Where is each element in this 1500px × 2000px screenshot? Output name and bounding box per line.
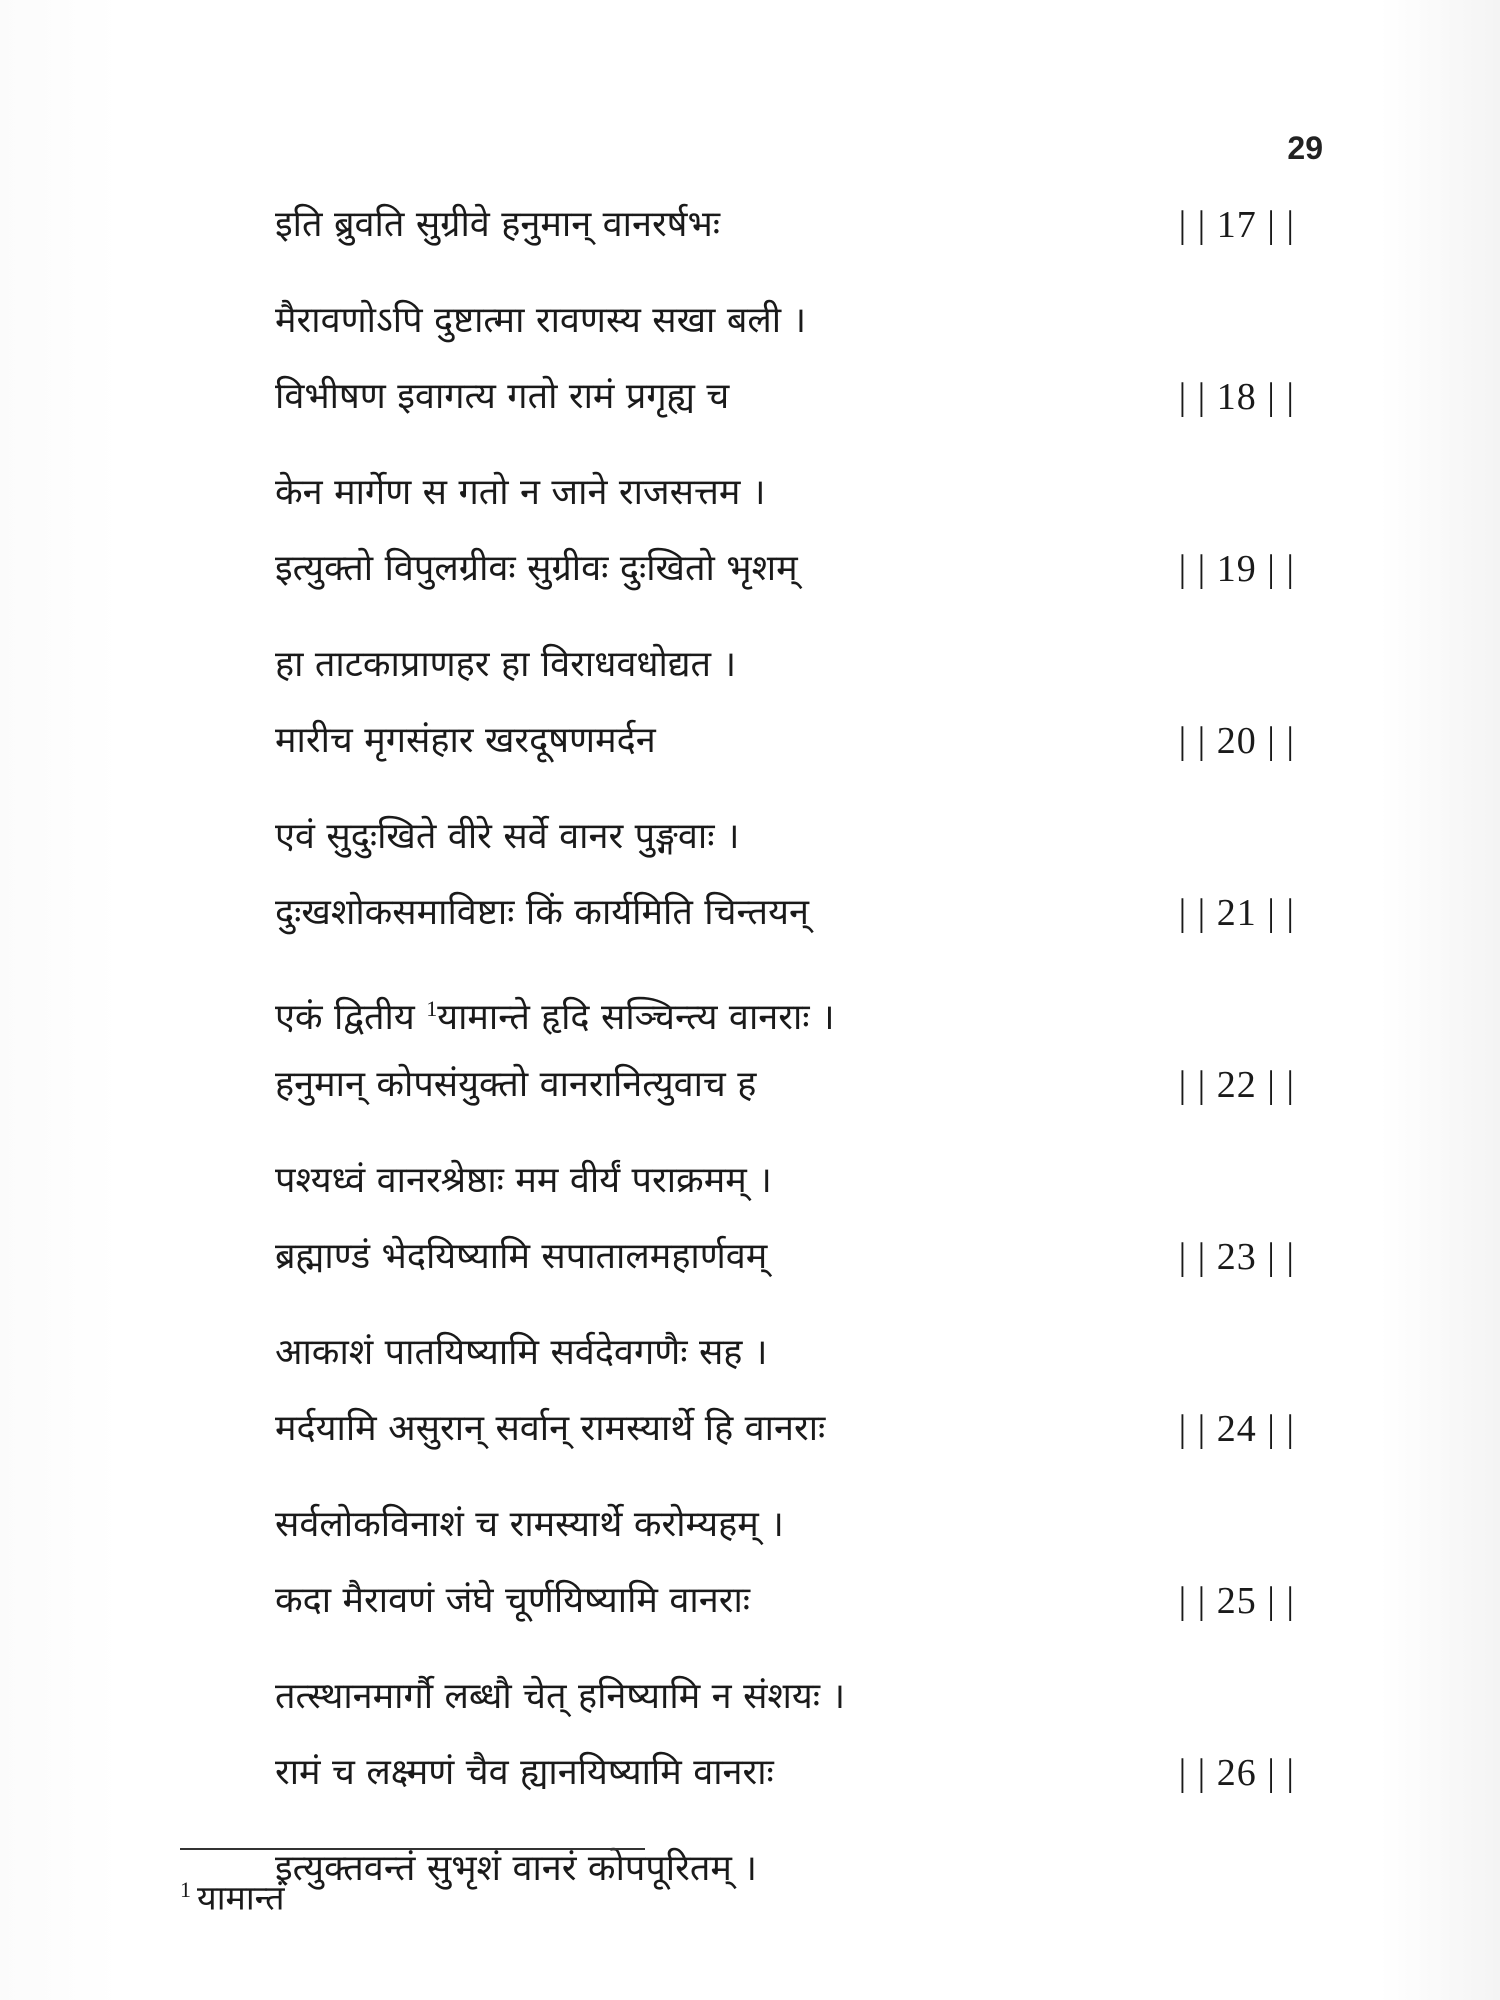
verse-line — [275, 468, 1295, 518]
verse-text: कदा मैरावणं जंघे चूर्णयिष्यामि वानराः — [275, 1580, 751, 1621]
verse-stanza — [275, 812, 1295, 938]
verse-text: इत्युक्तो विपुलग्रीवः सुग्रीवः दुःखितो भृशम् — [275, 548, 798, 589]
verse-number: | | 20 | | — [1178, 720, 1295, 762]
footnote-marker: 1 — [180, 1877, 191, 1902]
footnote-text: यामान्तं — [197, 1878, 285, 1919]
footnote-ref: 1 — [426, 996, 438, 1021]
verse-line — [275, 200, 1295, 250]
verse-text: एवं सुदुःखिते वीरे सर्वे वानर पुङ्गवाः । — [275, 816, 740, 857]
verse-number: | | 19 | | — [1178, 548, 1295, 590]
page-number: 29 — [1287, 130, 1323, 166]
verse-line — [275, 812, 1295, 862]
verse-text-continued: यामान्ते हृदि सञ्चिन्त्य वानराः । — [437, 997, 835, 1038]
verse-text: आकाशं पातयिष्यामि सर्वदेवगणैः सह । — [275, 1332, 768, 1373]
verse-line — [275, 1576, 1295, 1626]
verse-stanza — [275, 984, 1295, 1110]
verse-text: इत्युक्तवन्तं सुभृशं वानरं कोपपूरितम् । — [275, 1848, 757, 1889]
verse-line — [275, 1748, 1295, 1798]
verse-stanza — [275, 1156, 1295, 1282]
verse-text: इति ब्रुवति सुग्रीवे हनुमान् वानरर्षभः — [275, 204, 721, 245]
verse-text: हनुमान् कोपसंयुक्तो वानरानित्युवाच ह — [275, 1064, 757, 1105]
verse-stanza — [275, 640, 1295, 766]
verse-line — [275, 716, 1295, 766]
verse-text: मैरावणोऽपि दुष्टात्मा रावणस्य सखा बली । — [275, 300, 807, 341]
verse-line — [275, 1672, 1295, 1722]
verse-text: केन मार्गेण स गतो न जाने राजसत्तम । — [275, 472, 766, 513]
verse-text: हा ताटकाप्राणहर हा विराधवधोद्यत । — [275, 644, 737, 685]
verse-line — [275, 888, 1295, 938]
verse-stanza — [275, 1328, 1295, 1454]
verse-line — [275, 1844, 1295, 1894]
verse-block — [275, 200, 1295, 1940]
footnote-rule — [180, 1848, 645, 1850]
verse-text: विभीषण इवागत्य गतो रामं प्रगृह्य च — [275, 376, 730, 417]
verse-text: रामं च लक्ष्मणं चैव ह्यानयिष्यामि वानराः — [275, 1752, 774, 1793]
verse-number: | | 26 | | — [1178, 1752, 1295, 1794]
verse-number: | | 22 | | — [1178, 1064, 1295, 1106]
verse-stanza — [275, 468, 1295, 594]
verse-line — [275, 984, 1295, 1038]
verse-text: ब्रह्माण्डं भेदयिष्यामि सपातालमहार्णवम् — [275, 1236, 768, 1277]
verse-number: | | 23 | | — [1178, 1236, 1295, 1278]
verse-line — [275, 372, 1295, 422]
verse-line — [275, 1500, 1295, 1550]
verse-number: | | 21 | | — [1178, 892, 1295, 934]
verse-stanza — [275, 200, 1295, 250]
verse-stanza — [275, 1672, 1295, 1798]
verse-stanza — [275, 1844, 1295, 1894]
verse-number: | | 17 | | — [1178, 204, 1295, 246]
verse-text: सर्वलोकविनाशं च रामस्यार्थे करोम्यहम् । — [275, 1504, 784, 1545]
verse-line — [275, 296, 1295, 346]
verse-line — [275, 544, 1295, 594]
verse-text: पश्यध्वं वानरश्रेष्ठाः मम वीर्यं पराक्रमम् । — [275, 1160, 772, 1201]
verse-line — [275, 1060, 1295, 1110]
verse-text: तत्स्थानमार्गौ लब्धौ चेत् हनिष्यामि न संशयः । — [275, 1676, 846, 1717]
verse-text: एकं द्वितीय — [275, 997, 427, 1038]
verse-number: | | 24 | | — [1178, 1408, 1295, 1450]
verse-number: | | 18 | | — [1178, 376, 1295, 418]
verse-line — [275, 1328, 1295, 1378]
verse-text: मारीच मृगसंहार खरदूषणमर्दन — [275, 720, 656, 761]
verse-text: मर्दयामि असुरान् सर्वान् रामस्यार्थे हि वानराः — [275, 1408, 826, 1449]
verse-line — [275, 1156, 1295, 1206]
verse-line — [275, 1404, 1295, 1454]
verse-text: दुःखशोकसमाविष्टाः किं कार्यमिति चिन्तयन् — [275, 892, 809, 933]
verse-line — [275, 640, 1295, 690]
verse-stanza — [275, 296, 1295, 422]
verse-line — [275, 1232, 1295, 1282]
footnote — [180, 1868, 285, 1920]
verse-number: | | 25 | | — [1178, 1580, 1295, 1622]
verse-stanza — [275, 1500, 1295, 1626]
